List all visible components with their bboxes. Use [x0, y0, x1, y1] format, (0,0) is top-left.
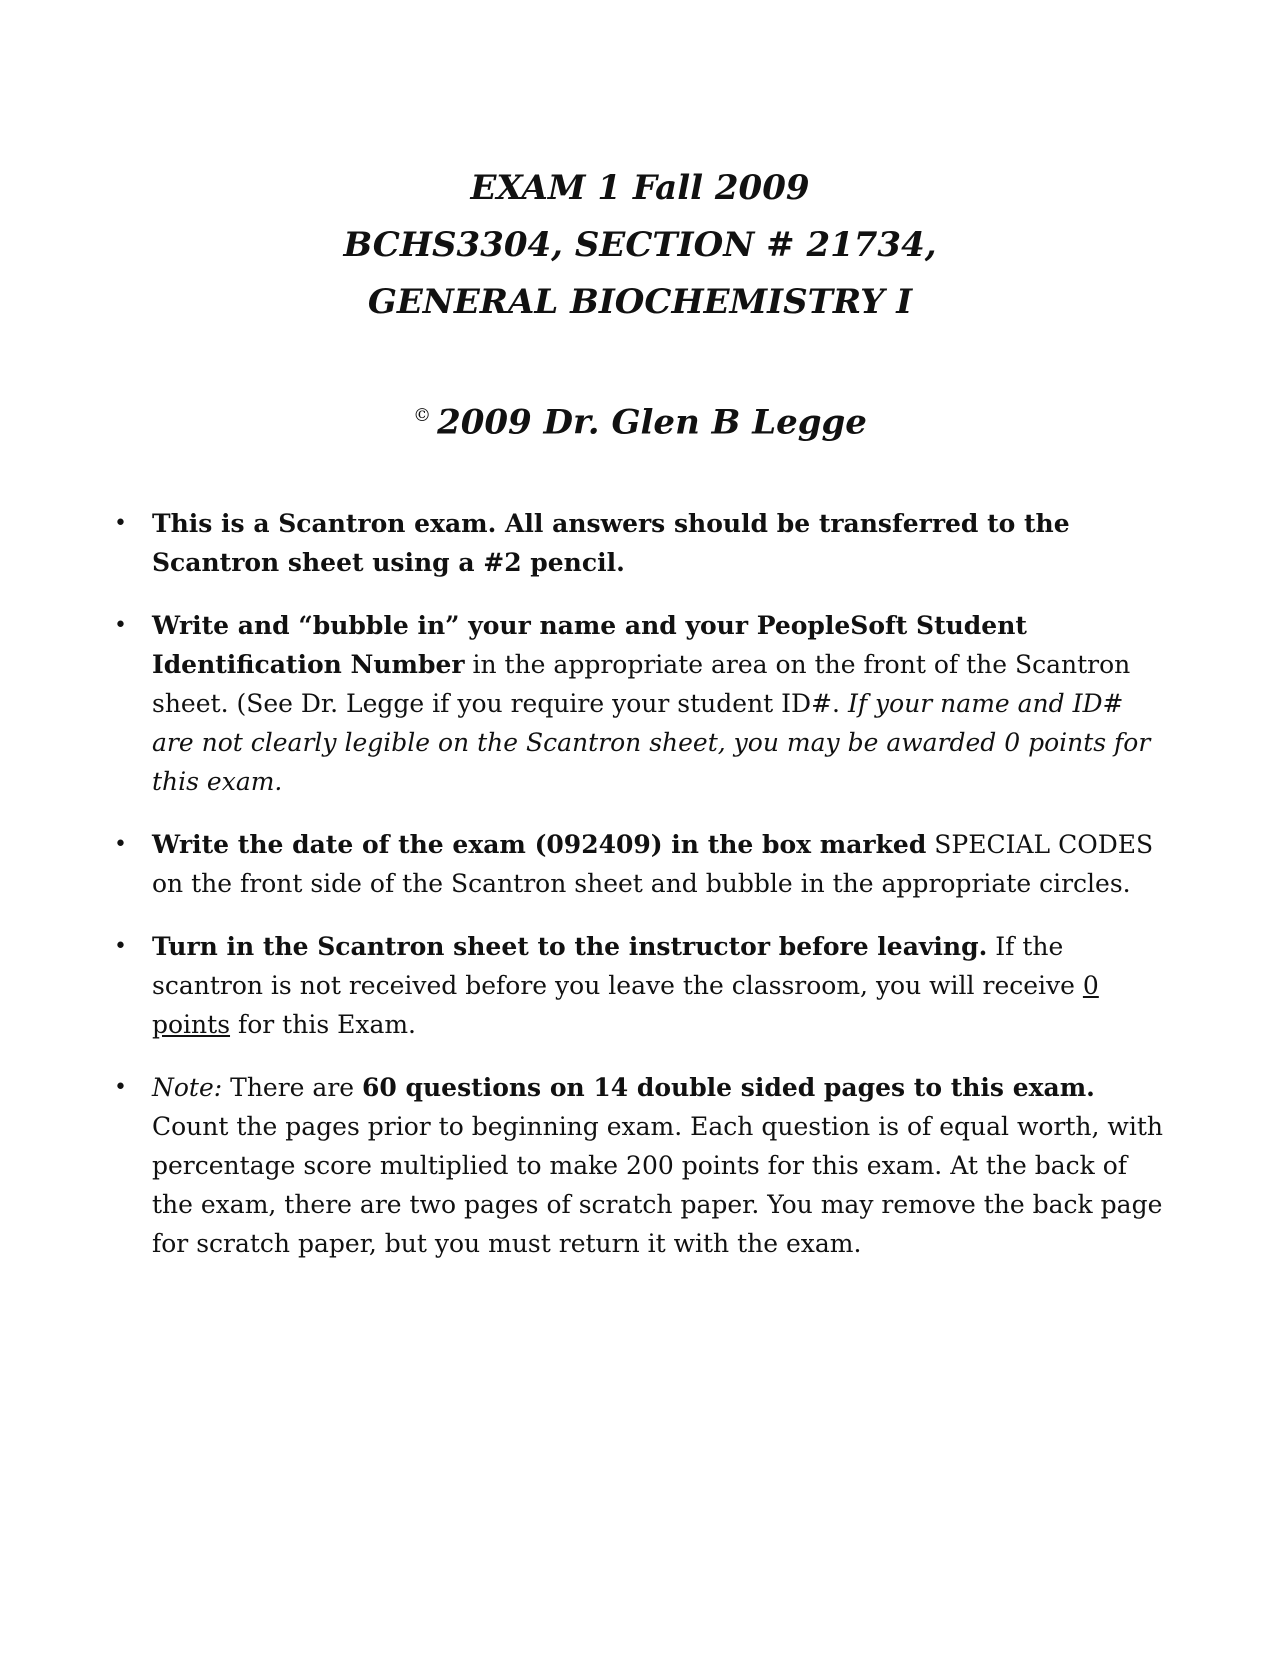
- instruction-item-scantron: [110, 504, 1170, 582]
- instruction-bold: This is a Scantron exam. All answers should be transferred to the Scantron sheet using a #2 pencil.: [152, 509, 1070, 577]
- instruction-warning: If your name and ID# are not clearly legible on the Scantron sheet, you may be awarded 0 points for this exam.: [152, 689, 1151, 796]
- bullet-icon: •: [114, 511, 127, 536]
- bullet-icon: •: [114, 1075, 127, 1100]
- exam-header: [0, 160, 1280, 331]
- instruction-text: If the scantron is not received before you leave the classroom, you will receive: [152, 932, 1083, 1000]
- bullet-icon: •: [114, 832, 127, 857]
- zero-points: 0 points: [152, 971, 1099, 1039]
- copyright-symbol: ©: [413, 405, 432, 426]
- course-name: GENERAL BIOCHEMISTRY I: [367, 282, 913, 322]
- copyright-text: 2009 Dr. Glen B Legge: [437, 402, 867, 443]
- instruction-bold: Turn in the Scantron sheet to the instructor before leaving.: [152, 932, 988, 961]
- instruction-text: SPECIAL CODES on the front side of the Scantron sheet and bubble in the appropriate circles.: [152, 830, 1154, 898]
- instruction-item-name-id: [110, 606, 1170, 801]
- note-label: Note:: [152, 1073, 223, 1102]
- bullet-icon: •: [114, 934, 127, 959]
- instruction-item-date: [110, 825, 1170, 903]
- instruction-item-note: [110, 1068, 1170, 1263]
- instruction-text: in the appropriate area on the front of the Scantron sheet. (See Dr. Legge if you require your student ID#.: [152, 650, 1131, 718]
- question-count: 60 questions on 14 double sided pages to this exam.: [362, 1073, 1095, 1102]
- instruction-bold: Write and “bubble in” your name and your PeopleSoft Student Identification Number: [152, 611, 1027, 679]
- copyright-line: [0, 394, 1280, 444]
- instruction-bold: Write the date of the exam (092409) in the box marked: [152, 830, 927, 859]
- bullet-icon: •: [114, 613, 127, 638]
- instruction-text-end: for this Exam.: [230, 1010, 417, 1039]
- course-section: BCHS3304, SECTION # 21734,: [343, 225, 937, 265]
- exam-title: EXAM 1 Fall 2009: [470, 168, 810, 208]
- instruction-text: There are: [222, 1073, 363, 1102]
- instructions-list: [110, 504, 1170, 1287]
- instruction-text-end: Count the pages prior to beginning exam. Each question is of equal worth, with percentage score multiplied to make 200 points for this exam. At the back of the exam, there are two pages of scratch paper. You may remove the back page for scratch paper, but you must return it with the exam.: [152, 1112, 1163, 1258]
- instruction-item-turn-in: [110, 927, 1170, 1044]
